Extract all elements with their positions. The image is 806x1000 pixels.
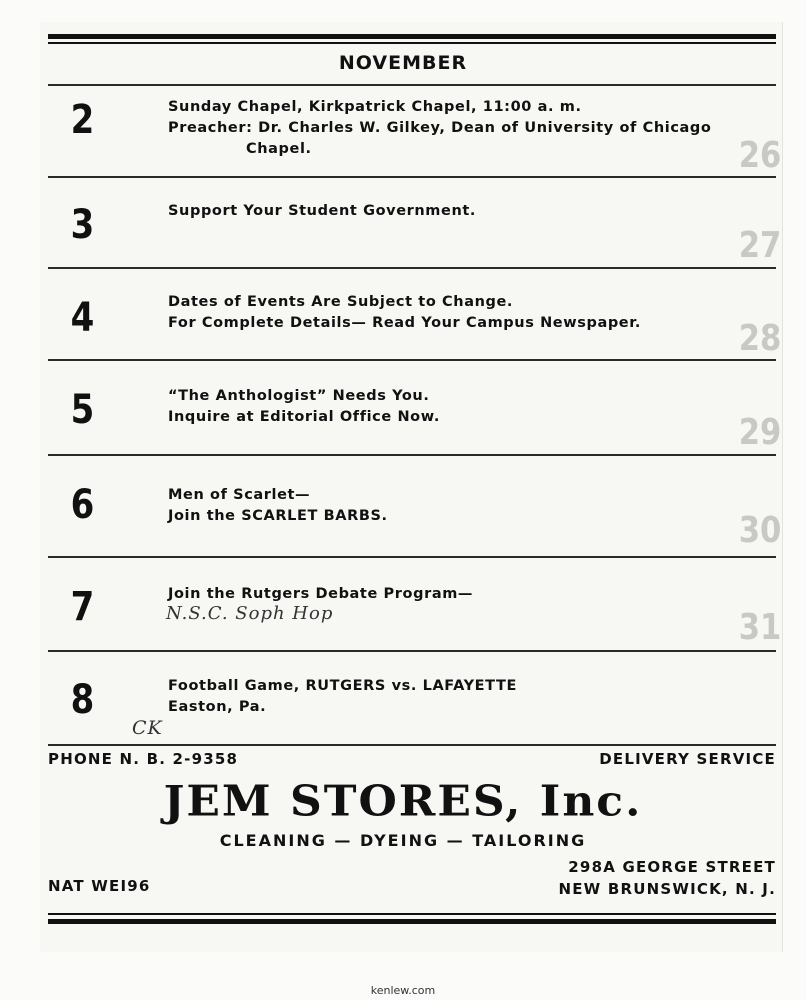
top-rule [48,34,776,39]
event-line: Chapel. [246,141,312,157]
month-title: NOVEMBER [338,52,468,74]
event-entry [168,386,788,428]
nat-number: NAT WEI96 [48,877,151,895]
event-entry [168,584,788,605]
day-number: 2 [70,97,95,143]
month-rule [48,84,776,86]
day-number: 7 [70,584,95,630]
day-number: 8 [70,677,95,723]
event-line: Join the SCARLET BARBS. [168,508,388,524]
image-credit: kenlew.com [370,984,436,997]
event-line: Sunday Chapel, Kirkpatrick Chapel, 11:00 a. m. [168,99,582,115]
show-through-mark: 31 [738,607,782,648]
row-divider [48,454,776,456]
event-line: Football Game, RUTGERS vs. LAFAYETTE [168,678,518,694]
event-entry [168,676,788,718]
day-number: 5 [70,387,95,433]
bottom-rule [48,919,776,924]
event-entry [168,292,788,334]
row-divider [48,556,776,558]
services-line: CLEANING — DYEING — TAILORING [219,831,587,850]
handwritten-note: N.S.C. Soph Hop [166,603,334,624]
event-line: Join the Rutgers Debate Program— [168,586,474,602]
event-entry [168,201,788,222]
show-through-mark: 27 [738,225,782,266]
show-through-mark: 29 [738,412,782,453]
show-through-mark: 26 [738,135,782,176]
row-divider [48,650,776,652]
event-entry [168,485,788,527]
handwritten-initials: CK [132,717,163,739]
phone-number: PHONE N. B. 2-9358 [48,750,239,768]
event-line: Dates of Events Are Subject to Change. [168,294,514,310]
row-divider [48,267,776,269]
event-line: Men of Scarlet— [168,487,311,503]
day-number: 6 [70,482,95,528]
address-street: 298A GEORGE STREET [568,858,776,876]
brand-name: JEM STORES, Inc. [163,777,643,826]
row-divider [48,744,776,746]
event-line: Support Your Student Government. [168,203,477,219]
event-line: Easton, Pa. [168,699,267,715]
event-line: Inquire at Editorial Office Now. [168,409,440,425]
show-through-mark: 28 [738,318,782,359]
bottom-rule-thin [48,913,776,915]
row-divider [48,359,776,361]
day-number: 4 [70,295,95,341]
event-line: “The Anthologist” Needs You. [168,388,430,404]
top-rule-thin [48,42,776,44]
event-line: Preacher: Dr. Charles W. Gilkey, Dean of University of Chicago [168,120,712,136]
day-number: 3 [70,202,95,248]
event-line: For Complete Details— Read Your Campus Newspaper. [168,315,642,331]
address-city: NEW BRUNSWICK, N. J. [558,880,776,898]
show-through-mark: 30 [738,510,782,551]
row-divider [48,176,776,178]
delivery-service: DELIVERY SERVICE [599,750,776,768]
event-entry [168,97,788,160]
